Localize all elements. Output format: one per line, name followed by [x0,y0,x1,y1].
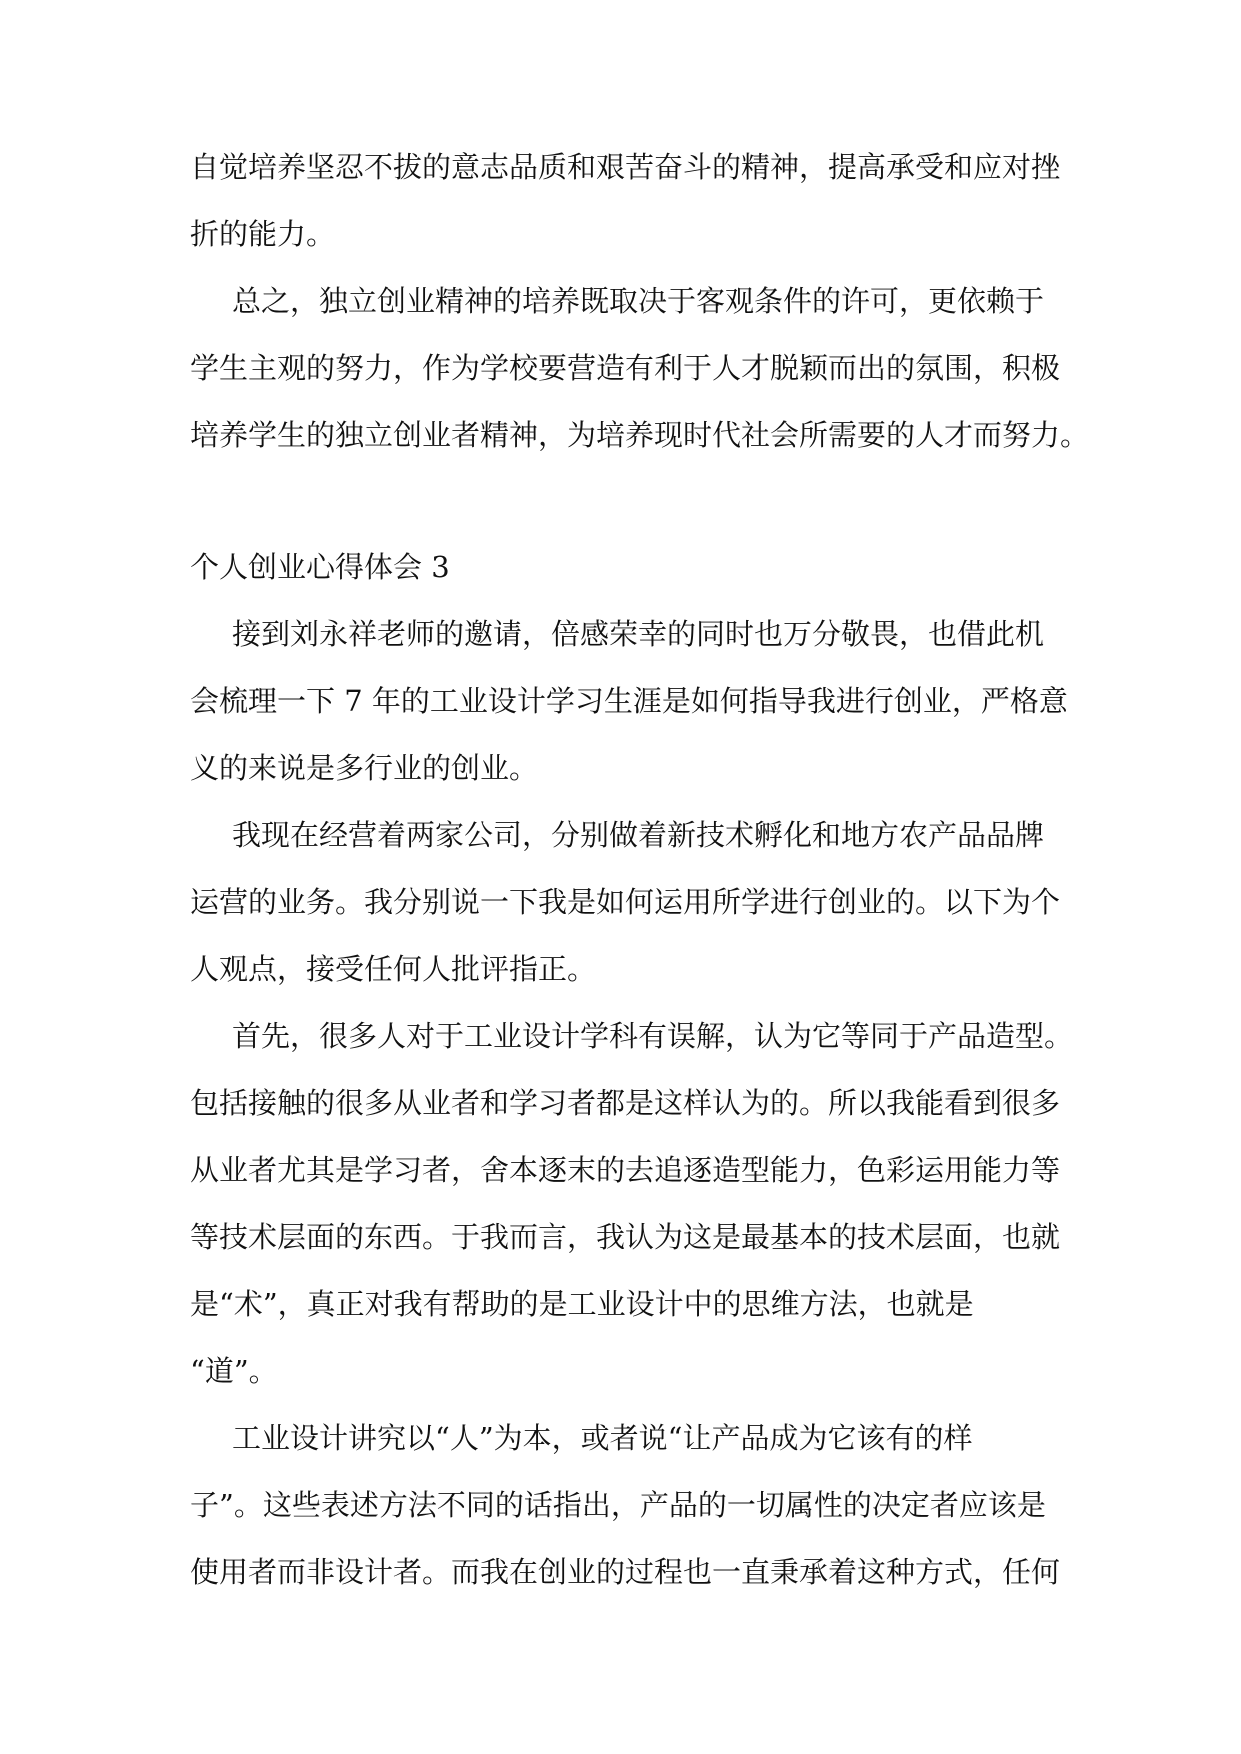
paragraph-continuation [190,150,1061,252]
text-line: 培养学生的独立创业者精神，为培养现时代社会所需要的人才而努力。 [190,418,1090,452]
text-line: 运营的业务。我分别说一下我是如何运用所学进行创业的。以下为个 [190,885,1061,919]
section-title: 个人创业心得体会 3 [190,550,450,584]
text-line: 总之，独立创业精神的培养既取决于客观条件的许可，更依赖于 [232,284,1045,318]
paragraph [190,818,1061,987]
text-line: 人观点，接受任何人批评指正。 [190,952,597,986]
paragraph [190,617,1068,786]
text-line: 是“术”，真正对我有帮助的是工业设计中的思维方法，也就是 [190,1287,974,1321]
text-line: 接到刘永祥老师的邀请，倍感荣幸的同时也万分敬畏，也借此机 [232,617,1045,651]
text-line: 会梳理一下 7 年的工业设计学习生涯是如何指导我进行创业，严格意 [190,684,1068,718]
paragraph [190,1421,1061,1590]
text-line: 学生主观的努力，作为学校要营造有利于人才脱颖而出的氛围，积极 [190,351,1061,385]
text-line: 我现在经营着两家公司，分别做着新技术孵化和地方农产品品牌 [232,818,1045,852]
paragraph [190,1019,1074,1389]
text-line: 折的能力。 [190,217,336,251]
text-line: 自觉培养坚忍不拔的意志品质和艰苦奋斗的精神，提高承受和应对挫 [190,150,1061,184]
text-line: 包括接触的很多从业者和学习者都是这样认为的。所以我能看到很多 [190,1086,1061,1120]
text-line: 首先，很多人对于工业设计学科有误解，认为它等同于产品造型。 [232,1019,1074,1053]
text-line: 等技术层面的东西。于我而言，我认为这是最基本的技术层面，也就 [190,1220,1061,1254]
text-line: 从业者尤其是学习者，舍本逐末的去追逐造型能力，色彩运用能力等 [190,1153,1061,1187]
paragraph-conclusion [190,284,1090,453]
text-line: “道”。 [190,1354,278,1388]
text-line: 子”。这些表述方法不同的话指出，产品的一切属性的决定者应该是 [190,1488,1046,1522]
text-line: 工业设计讲究以“人”为本，或者说“让产品成为它该有的样 [232,1421,973,1455]
document-body [190,150,1090,1590]
text-line: 使用者而非设计者。而我在创业的过程也一直秉承着这种方式，任何 [190,1555,1061,1589]
text-line: 义的来说是多行业的创业。 [190,751,539,785]
